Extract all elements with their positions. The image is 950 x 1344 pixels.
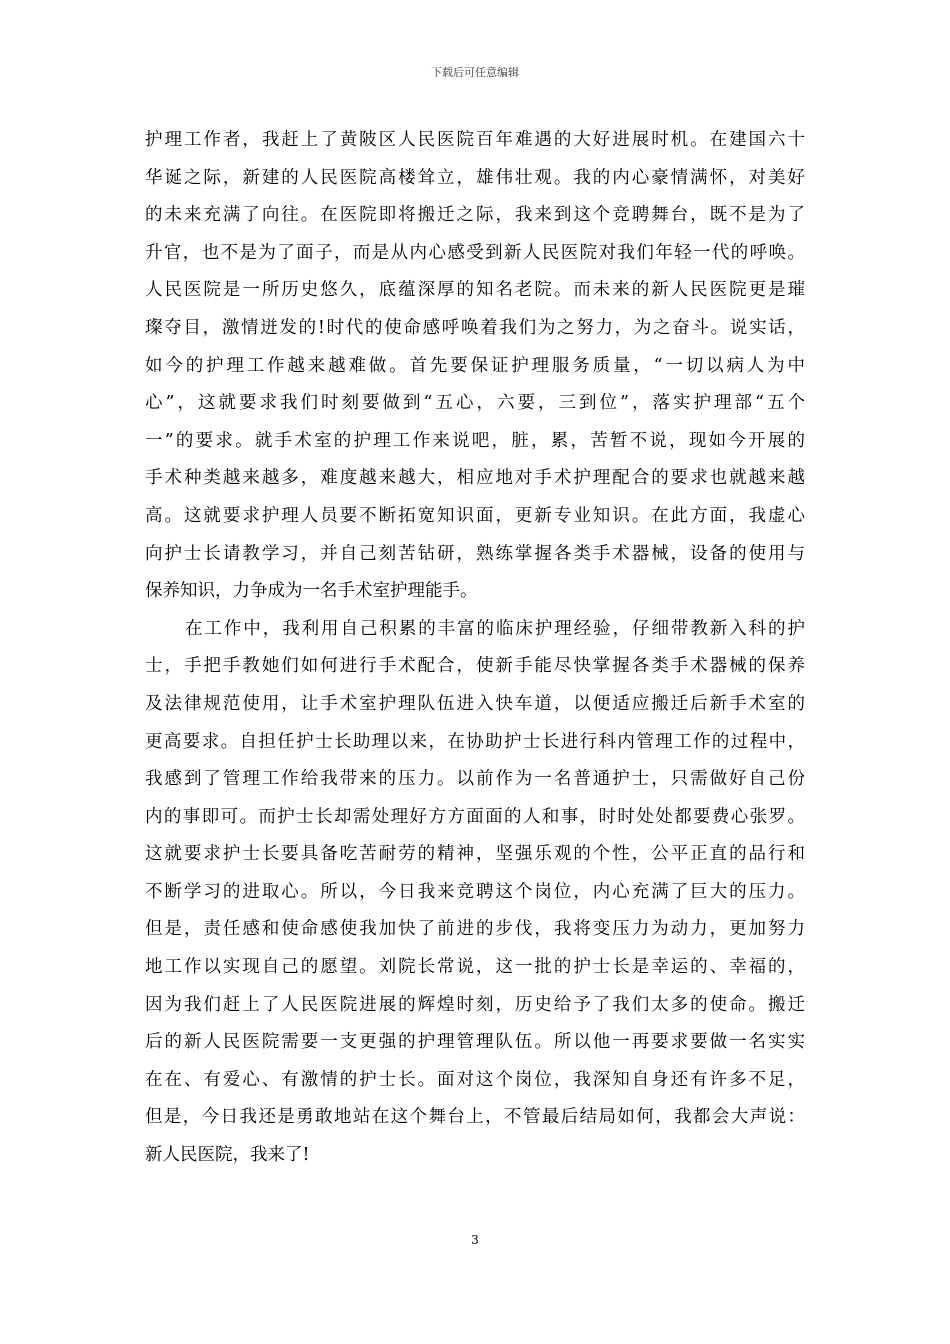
text-line: 护理工作者，我赶上了黄陂区人民医院百年难遇的大好进展时机。在建国六十: [145, 130, 805, 150]
document-body: [145, 122, 805, 1175]
text-line: 一”的要求。就手术室的护理工作来说吧，脏，累，苦暂不说，现如今开展的: [145, 430, 805, 451]
text-line: 的未来充满了向往。在医院即将搬迁之际，我来到这个竞聘舞台，既不是为了: [145, 205, 805, 226]
text-line: 手术种类越来越多，难度越来越大，相应地对手术护理配合的要求也就越来越: [145, 468, 805, 489]
text-line: 人民医院是一所历史悠久，底蕴深厚的知名老院。而未来的新人民医院更是璀: [145, 280, 805, 301]
text-line: 士，手把手教她们如何进行手术配合，使新手能尽快掌握各类手术器械的保养: [145, 656, 805, 677]
text-line: 内的事即可。而护士长却需处理好方方面面的人和事，时时处处都要费心张罗。: [145, 806, 805, 827]
text-line: 不断学习的进取心。所以，今日我来竞聘这个岗位，内心充满了巨大的压力。: [145, 881, 805, 902]
text-line: 但是，责任感和使命感使我加快了前进的步伐，我将变压力为动力，更加努力: [145, 919, 805, 940]
text-line: 保养知识，力争成为一名手术室护理能手。: [145, 581, 478, 602]
text-line: 后的新人民医院需要一支更强的护理管理队伍。所以他一再要求要做一名实实: [145, 1032, 805, 1053]
text-line: 心”，这就要求我们时刻要做到“五心，六要，三到位”，落实护理部“五个: [145, 393, 805, 414]
paragraph-2: [145, 611, 805, 1175]
paragraph-1: [145, 122, 805, 611]
text-line: 如今的护理工作越来越难做。首先要保证护理服务质量，“一切以病人为中: [145, 355, 805, 376]
text-line: 在工作中，我利用自己积累的丰富的临床护理经验，仔细带教新入科的护: [185, 618, 805, 639]
text-line: 更高要求。自担任护士长助理以来，在协助护士长进行科内管理工作的过程中，: [145, 731, 805, 752]
page-number: 3: [471, 1233, 479, 1247]
text-line: 因为我们赶上了人民医院进展的辉煌时刻，历史给予了我们太多的使命。搬迁: [145, 994, 805, 1015]
page-header: 下载后可任意编辑: [431, 66, 519, 79]
text-line: 璨夺目，激情迸发的!时代的使命感呼唤着我们为之努力，为之奋斗。说实话，: [145, 317, 805, 338]
text-line: 高。这就要求护理人员要不断拓宽知识面，更新专业知识。在此方面，我虚心: [145, 505, 805, 526]
text-line: 但是，今日我还是勇敢地站在这个舞台上，不管最后结局如何，我都会大声说：: [145, 1107, 805, 1128]
text-line: 我感到了管理工作给我带来的压力。以前作为一名普通护士，只需做好自己份: [145, 769, 805, 790]
text-line: 这就要求护士长要具备吃苦耐劳的精神，坚强乐观的个性，公平正直的品行和: [145, 844, 805, 865]
text-line: 及法律规范使用，让手术室护理队伍进入快车道，以便适应搬迁后新手术室的: [145, 693, 805, 714]
text-line: 新人民医院，我来了!: [145, 1145, 310, 1166]
text-line: 华诞之际，新建的人民医院高楼耸立，雄伟壮观。我的内心豪情满怀，对美好: [145, 167, 805, 188]
text-line: 升官，也不是为了面子，而是从内心感受到新人民医院对我们年轻一代的呼唤。: [145, 242, 805, 263]
text-line: 在在、有爱心、有激情的护士长。面对这个岗位，我深知自身还有许多不足，: [145, 1069, 805, 1090]
text-line: 向护士长请教学习，并自己刻苦钻研，熟练掌握各类手术器械，设备的使用与: [145, 543, 805, 564]
text-line: 地工作以实现自己的愿望。刘院长常说，这一批的护士长是幸运的、幸福的，: [145, 957, 805, 978]
